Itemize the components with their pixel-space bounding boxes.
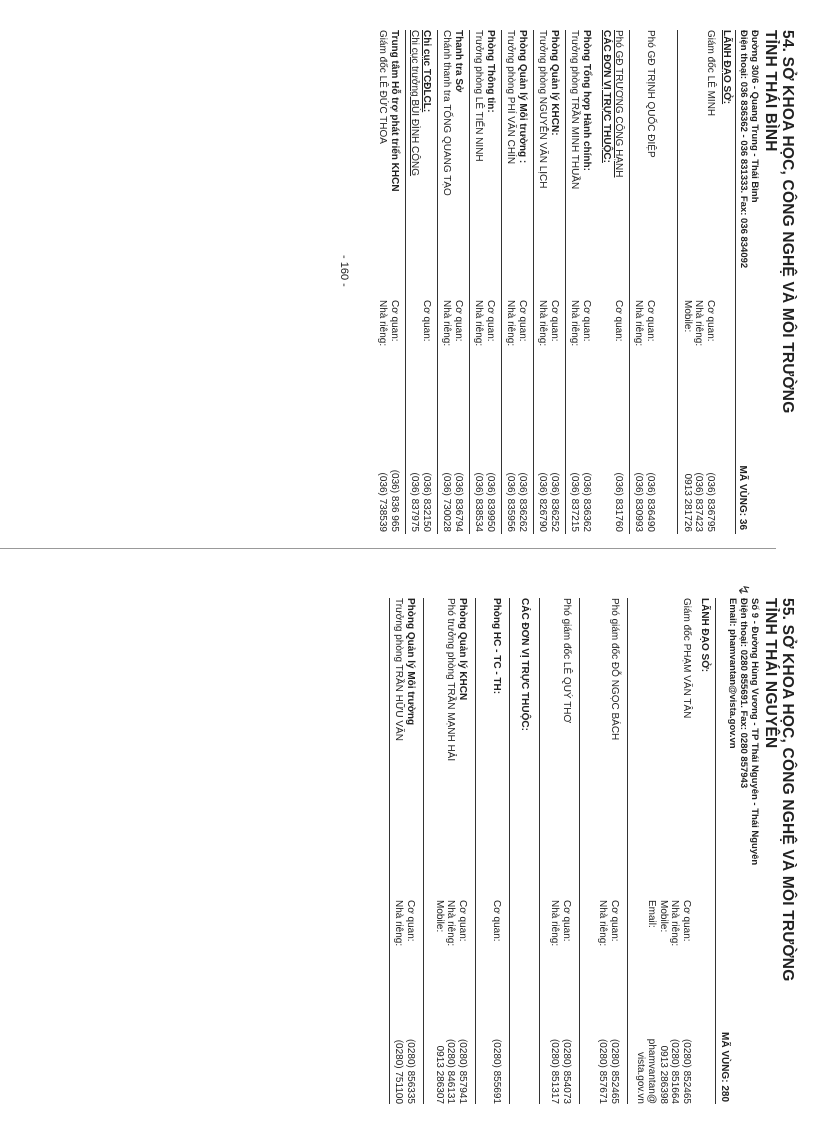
entry-title: Thanh tra Sở xyxy=(453,30,464,93)
label: Cơ quan: xyxy=(681,900,692,942)
section-title xyxy=(762,30,796,413)
rule xyxy=(677,30,678,534)
rule xyxy=(437,30,438,534)
label: Cơ quan: xyxy=(581,300,592,342)
phone: (036) 836 965 xyxy=(389,469,400,532)
phone: 0913 286398 xyxy=(657,1045,669,1104)
label: Mobile: xyxy=(681,300,693,333)
phone: (0280) 852465 xyxy=(681,1038,692,1104)
phone: (036) 730028 xyxy=(441,472,453,532)
entry-person: Giám đốc LÊ MINH xyxy=(705,30,716,117)
entry-person: Phó giám đốc LÊ QUÝ THƠ xyxy=(561,598,572,724)
phone: (036) 836794 xyxy=(453,472,464,532)
phone: (036) 837423 xyxy=(693,472,705,532)
entry-person: Chi cục trưởng BÙI ĐÌNH CÔNG xyxy=(409,30,421,177)
label: Cơ quan: xyxy=(405,900,416,942)
rule xyxy=(389,598,390,1104)
phone: (036) 836795 xyxy=(705,472,716,532)
label: Cơ quan: xyxy=(705,300,716,342)
label: Nhà riêng: xyxy=(393,900,405,947)
label: Nhà riêng: xyxy=(669,900,681,947)
label: Cơ quan: xyxy=(491,900,502,942)
region-code: MÃ VÙNG: 280 xyxy=(719,1031,730,1102)
rule xyxy=(565,30,566,534)
rule xyxy=(475,598,476,1104)
title-line-1: 55. SỞ KHOA HỌC, CÔNG NGHỆ VÀ MÔI TRƯỜNG xyxy=(779,598,796,982)
leadership-heading: LÃNH ĐẠO SỞ: xyxy=(721,30,732,105)
entry-title: Chi cục TCĐLCL: xyxy=(421,30,432,113)
phone: (0280) 846131 xyxy=(445,1038,457,1104)
label: Nhà riêng: xyxy=(445,900,457,947)
entry-person: Trưởng phòng TRẦN HỮU VĂN xyxy=(393,598,405,741)
label: Cơ quan: xyxy=(485,300,496,342)
entry-person: Phó giám đốc ĐỖ NGỌC BÁCH xyxy=(609,598,620,741)
label: Nhà riêng: xyxy=(693,300,705,347)
address-block xyxy=(738,30,760,268)
phone: (036) 835956 xyxy=(505,472,517,532)
label: Cơ quan: xyxy=(457,900,468,942)
entry-person: Giám đốc LÊ ĐỨC THOA xyxy=(377,30,389,144)
entry-person: Phó GĐ TRƯƠNG CÔNG HẠNH xyxy=(613,30,624,178)
units-heading: CÁC ĐƠN VỊ TRỰC THUỘC: xyxy=(519,598,530,731)
phone: (0280) 852465 xyxy=(609,1038,620,1104)
entry-title: Phòng HC - TC - TH: xyxy=(491,598,502,695)
section-55 xyxy=(0,570,816,1110)
phone: (036) 836262 xyxy=(517,472,528,532)
phone: (036) 830993 xyxy=(633,472,645,532)
label: Nhà riêng: xyxy=(597,900,609,947)
label: Nhà riêng: xyxy=(569,300,581,347)
label: Email: xyxy=(646,900,658,928)
phone: (036) 837975 xyxy=(409,472,421,532)
rule xyxy=(627,598,628,1104)
entry-title: Phòng Thông tin: xyxy=(485,30,496,113)
page-number: - 160 - xyxy=(338,255,350,287)
rule xyxy=(469,30,470,534)
phone: (036) 826790 xyxy=(537,472,549,532)
email-line: Email: phamvantan@vista.gov.vn xyxy=(727,598,738,749)
label: Cơ quan: xyxy=(421,300,432,342)
entry-person: Giám đốc PHẠM VĂN TÂN xyxy=(681,598,692,719)
label: Cơ quan: xyxy=(609,900,620,942)
phone: (036) 838534 xyxy=(473,472,485,532)
entry-title: Phòng Quản lý KHCN: xyxy=(549,30,560,136)
entry-person: Trưởng phòng TRẦN MINH THUẦN xyxy=(569,30,581,190)
phone: (036) 836490 xyxy=(645,472,656,532)
phone: (0280) 856335 xyxy=(405,1038,416,1104)
entry-title: Phòng Quản lý KHCN xyxy=(457,598,468,701)
rule xyxy=(509,598,510,1104)
address: Đường 30/6 - Quang Trung - Thái Bình xyxy=(749,30,760,203)
phone: (036) 836252 xyxy=(549,472,560,532)
phone: 0913 281726 xyxy=(681,473,693,532)
address-block xyxy=(727,598,760,865)
entry-person: Trưởng phòng NGUYỄN VĂN LỊCH xyxy=(537,30,549,189)
rule xyxy=(405,30,406,534)
label: Cơ quan: xyxy=(645,300,656,342)
label: Nhà riêng: xyxy=(549,900,561,947)
rule xyxy=(533,30,534,534)
section-54 xyxy=(0,0,816,540)
phone: (036) 738539 xyxy=(377,472,389,532)
label: Nhà riêng: xyxy=(537,300,549,347)
label: Cơ quan: xyxy=(549,300,560,342)
label: Cơ quan: xyxy=(561,900,572,942)
phone: (036) 839950 xyxy=(485,472,496,532)
rule xyxy=(629,30,630,534)
phone: (0280) 851317 xyxy=(549,1038,561,1104)
label: Cơ quan: xyxy=(453,300,464,342)
phone-line: Điện thoại: 036 836362 - 036 831333. Fax: 036 834092 xyxy=(738,30,749,269)
phone: phamvantan@ xyxy=(646,1038,658,1104)
label: Nhà riêng: xyxy=(441,300,453,347)
label: Cơ quan: xyxy=(517,300,528,342)
region-code: MÃ VÙNG: 36 xyxy=(737,465,748,530)
label: Mobile: xyxy=(657,900,669,933)
entry-person: Phó GĐ TRỊNH QUỐC ĐIỆP xyxy=(645,30,656,158)
entry-title: Trung tâm Hỗ trợ phát triển KHCN xyxy=(389,30,400,192)
phone-line: Điện thoại: 0280 855691. Fax: 0280 857943 xyxy=(738,598,749,789)
label: Cơ quan: xyxy=(613,300,624,342)
label: Nhà riêng: xyxy=(505,300,517,347)
rule xyxy=(735,30,736,534)
entry-person: Trưởng phòng PHÍ VĂN CHÍN xyxy=(505,30,517,165)
rule xyxy=(501,30,502,534)
rule xyxy=(715,598,716,1104)
rule xyxy=(423,598,424,1104)
page-divider xyxy=(0,548,776,549)
phone: (0280) 855691 xyxy=(491,1038,502,1104)
phone: (0280) 857671 xyxy=(597,1038,609,1104)
phone: vista.gov.vn xyxy=(634,1051,646,1104)
phone: (0280) 751100 xyxy=(393,1039,405,1104)
entry-person: Chánh thanh tra TỐNG QUANG TẠO xyxy=(441,30,453,196)
title-line-2: TỈNH THÁI NGUYÊN xyxy=(762,598,779,749)
phone: (036) 836362 xyxy=(581,472,592,532)
entry-title: Phòng Quản lý Môi trường xyxy=(405,598,416,726)
phone: (036) 831760 xyxy=(613,472,624,532)
title-line-1: 54. SỞ KHOA HỌC, CÔNG NGHỆ VÀ MÔI TRƯỜNG xyxy=(779,30,796,414)
pen-mark: ↯ xyxy=(736,584,752,596)
title-line-2: TỈNH THÁI BÌNH xyxy=(762,30,779,152)
rule xyxy=(579,598,580,1104)
units-heading: CÁC ĐƠN VỊ TRỰC THUỘC: xyxy=(601,30,612,163)
rule xyxy=(539,598,540,1104)
phone: (0280) 857941 xyxy=(457,1038,468,1104)
label: Nhà riêng: xyxy=(377,300,389,347)
phone: (036) 832150 xyxy=(421,472,432,532)
entry-title: Phòng Tổng hợp Hành chính: xyxy=(581,30,592,171)
entry-person: Phó trưởng phòng TRẦN MẠNH HẢI xyxy=(445,598,457,762)
entry-title: Phòng Quản lý Môi trường : xyxy=(517,30,528,164)
section-title xyxy=(762,598,796,981)
phone: (0280) 854073 xyxy=(561,1038,572,1104)
phone: 0913 286307 xyxy=(433,1045,445,1104)
phone: (0280) 851664 xyxy=(669,1038,681,1104)
label: Cơ quan: xyxy=(389,300,400,342)
label: Mobile: xyxy=(433,900,445,933)
address: Số 9 - Đường Hùng Vương - TP Thái Nguyên - Thái Nguyên xyxy=(749,598,760,866)
label: Nhà riêng: xyxy=(473,300,485,347)
phone: (036) 837215 xyxy=(569,472,581,532)
label: Nhà riêng: xyxy=(633,300,645,347)
entry-person: Trưởng phòng LÊ TIẾN NINH xyxy=(473,30,485,162)
leadership-heading: LÃNH ĐẠO SỞ: xyxy=(699,598,710,673)
